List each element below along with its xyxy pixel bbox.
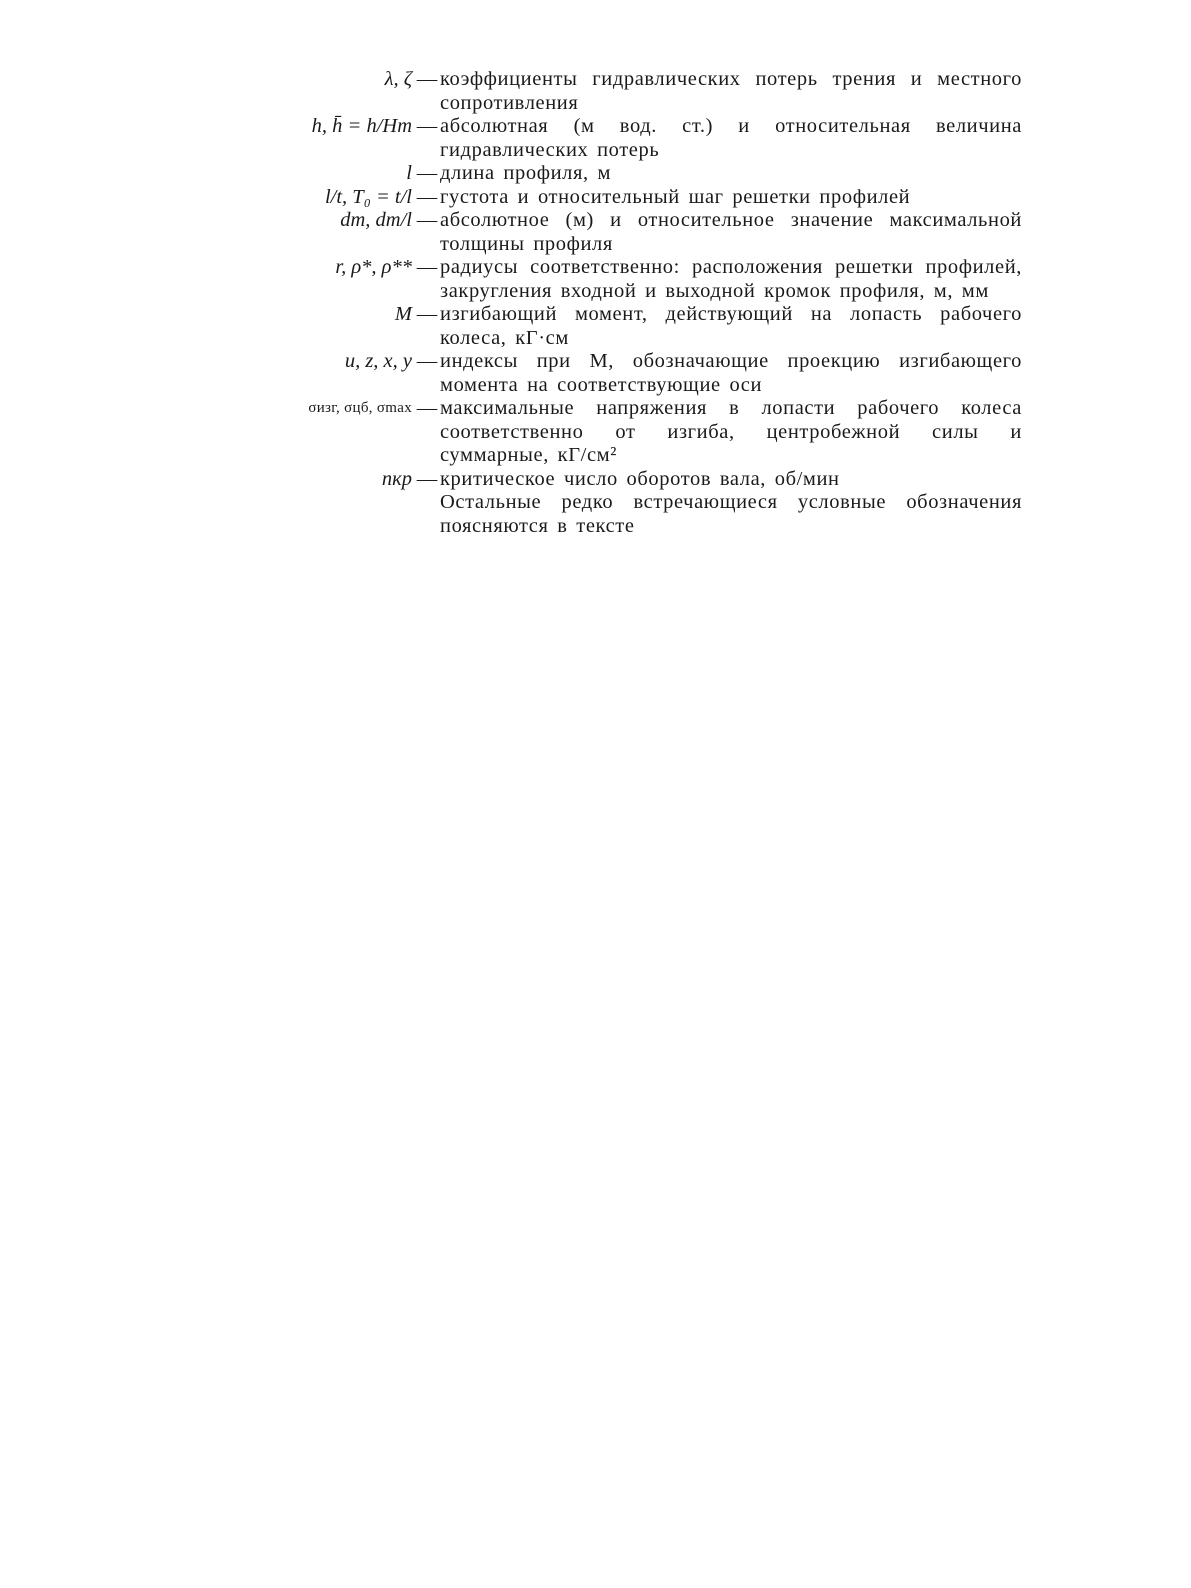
notation-dash: — [416,209,438,231]
notation-entry [200,209,1020,256]
notation-symbol: σизг, σцб, σmax [308,400,412,416]
notation-symbol: M [394,303,412,325]
notation-entry [200,256,1020,303]
notation-dash: — [416,350,438,372]
notation-entry [200,350,1020,397]
notation-definition: максимальные напряжения в лопасти рабочего колеса соответственно от изгиба, центробежной силы и суммарные, кГ/см² [440,397,1022,466]
notation-entry [200,303,1020,350]
notation-definition: критическое число оборотов вала, об/мин [440,467,840,490]
notation-entry [200,68,1020,115]
notation-dash: — [416,256,438,278]
notation-symbol: dm, dm/l [340,209,412,231]
notation-entry [200,468,1020,492]
notation-dash: — [416,397,438,419]
notation-definition: радиусы соответственно: расположения решетки профилей, закругления входной и выходной кромок профиля, м, мм [440,256,1022,302]
notation-dash: — [416,162,438,184]
notation-entry [200,162,1020,186]
notation-list [200,68,1020,538]
notation-dash: — [416,303,438,325]
notation-entry [200,186,1020,210]
notation-symbol: nкр [381,467,412,490]
notation-definition: абсолютное (м) и относительное значение максимальной толщины профиля [440,209,1022,255]
notation-definition: абсолютная (м вод. ст.) и относительная величина гидравлических потерь [440,115,1022,161]
notation-entry [200,115,1020,162]
notation-definition: длина профиля, м [440,162,612,184]
notation-symbol: r, ρ*, ρ** [335,256,412,278]
notation-dash: — [416,467,438,490]
notation-entry [200,397,1020,468]
note-indent [200,491,440,538]
notation-dash: — [416,185,438,208]
closing-note [200,491,1020,538]
notation-dash: — [416,68,438,90]
notation-symbol: l/t, T₀ = t/l [324,185,412,208]
notation-definition: изгибающий момент, действующий на лопасть рабочего колеса, кГ·см [440,303,1022,349]
notation-definition: коэффициенты гидравлических потерь трения и местного сопротивления [440,68,1022,114]
notation-symbol: u, z, x, y [344,350,412,372]
notation-definition: густота и относительный шаг решетки профилей [440,185,911,208]
notation-dash: — [416,115,438,137]
closing-note-text: Остальные редко встречающиеся условные обозначения поясняются в тексте [440,491,1022,537]
notation-symbol: λ, ζ [384,68,412,90]
notation-definition: индексы при M, обозначающие проекцию изгибающего момента на соответствующие оси [440,350,1022,396]
notation-symbol: h, h̄ = h/Hт [311,115,412,137]
notation-symbol: l [406,162,412,184]
